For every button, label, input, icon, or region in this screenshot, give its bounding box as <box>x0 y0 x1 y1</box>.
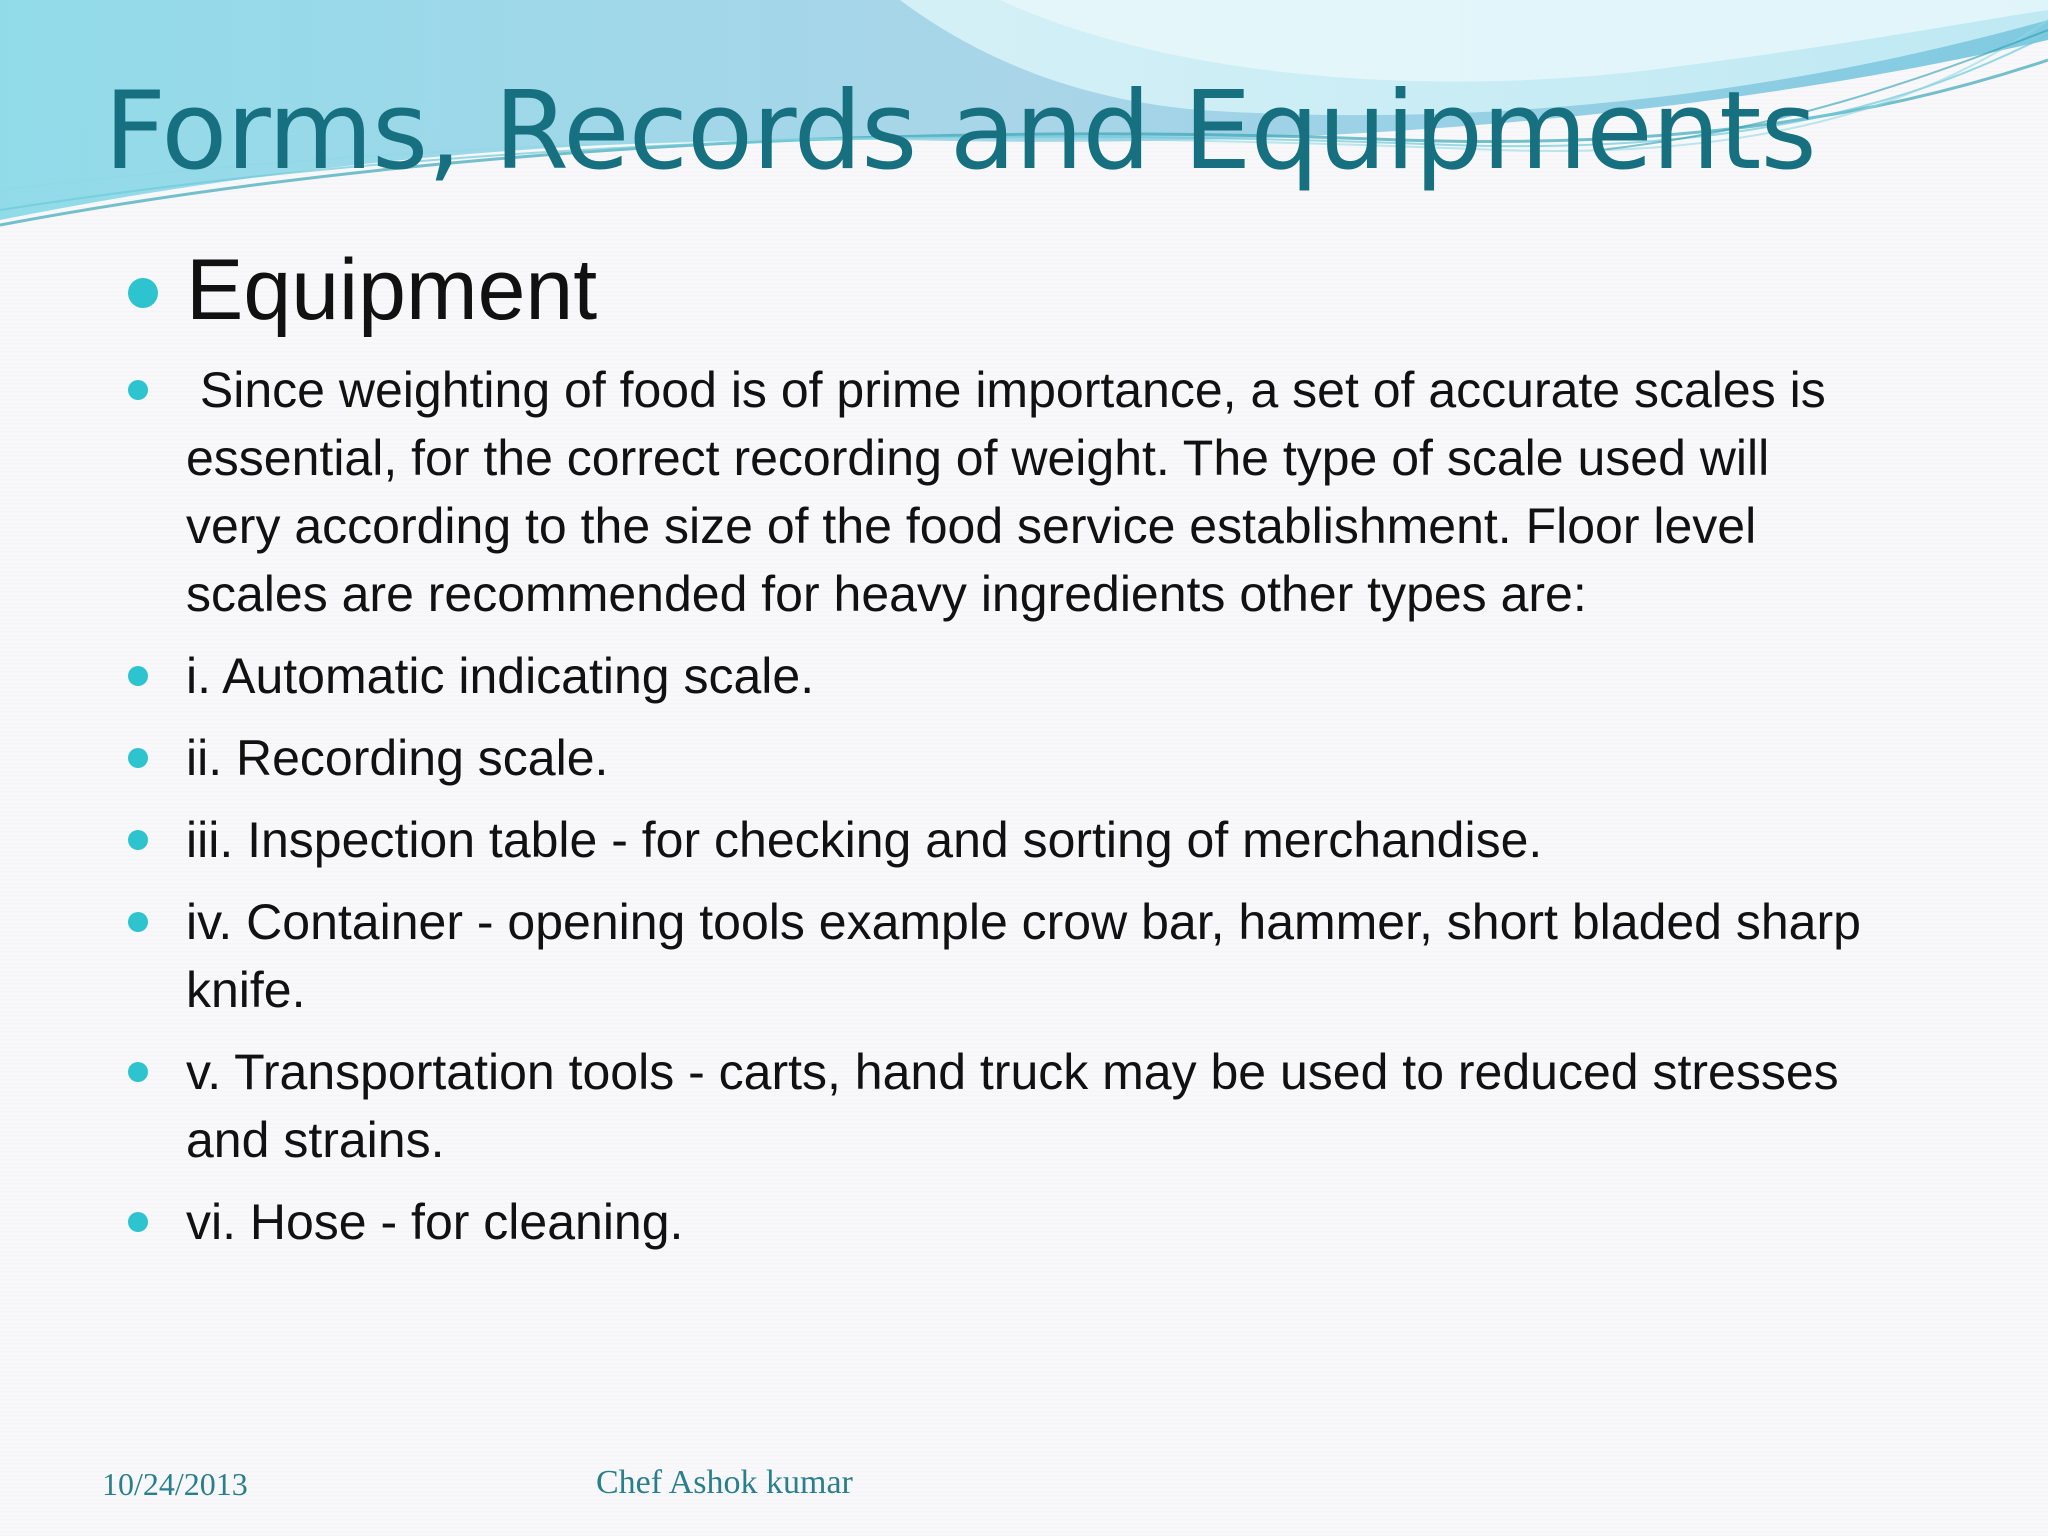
list-item <box>128 724 1868 792</box>
list-item-text: i. Automatic indicating scale. <box>186 648 815 704</box>
list-item <box>128 642 1868 710</box>
section-heading <box>128 238 1868 342</box>
footer-author: Chef Ashok kumar <box>596 1464 853 1501</box>
bullet-dot-icon <box>128 748 148 768</box>
list-item-text: ii. Recording scale. <box>186 730 609 786</box>
list-item <box>128 1038 1868 1174</box>
list-item <box>128 806 1868 874</box>
list-item <box>128 1188 1868 1256</box>
list-item-text: Since weighting of food is of prime importance, a set of accurate scales is essential, for the correct recording of weight. The type of scale used will very according to the size of the food service establishment. Floor level scales are recommended for heavy ingredients other types are: <box>186 362 1840 622</box>
bullet-dot-icon <box>128 380 148 400</box>
section-heading-text: Equipment <box>186 242 598 338</box>
bullet-dot-icon <box>128 830 148 850</box>
bullet-dot-icon <box>128 1212 148 1232</box>
list-item-text: v. Transportation tools - carts, hand truck may be used to reduced stresses and strains. <box>186 1044 1839 1168</box>
list-item <box>128 888 1868 1024</box>
bullet-dot-icon <box>128 1062 148 1082</box>
bullet-list <box>128 238 1868 1270</box>
slide-title: Forms, Records and Equipments <box>104 69 1816 194</box>
list-item-text: vi. Hose - for cleaning. <box>186 1194 684 1250</box>
bullet-dot-icon <box>128 912 148 932</box>
bullet-dot-icon <box>128 666 148 686</box>
list-item <box>128 356 1868 628</box>
bullet-dot-icon <box>128 278 158 308</box>
list-item-text: iv. Container - opening tools example crow bar, hammer, short bladed sharp knife. <box>186 894 1861 1018</box>
list-item-text: iii. Inspection table - for checking and sorting of merchandise. <box>186 812 1543 868</box>
footer-date: 10/24/2013 <box>102 1466 248 1502</box>
